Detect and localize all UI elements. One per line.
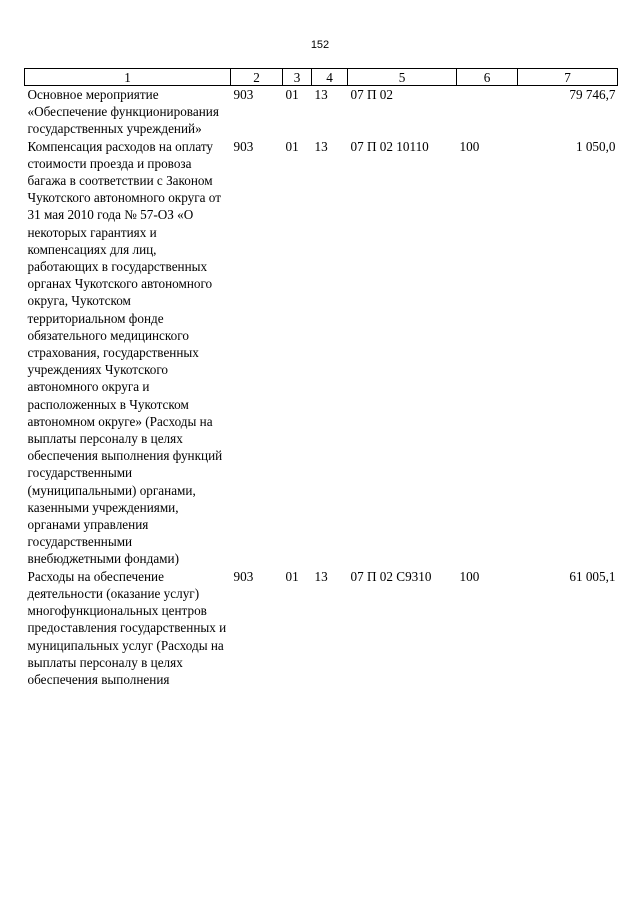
row-amount: 79 746,7 [569, 87, 616, 102]
header-col-3: 3 [283, 69, 312, 86]
row-expense-type [457, 86, 518, 138]
row-target-code: 07 П 02 [350, 87, 393, 102]
row-section: 01 [285, 568, 299, 584]
row-name: Компенсация расходов на оплату стоимости проезда и провоза багажа в соответствии с Законом Чукотского автономного округа от 31 мая 2010 года № 57-ОЗ «О некоторых гарантиях и компенсациях для лиц, работающих в государственных органах Чукотского автономного округа, Чукотском территориальном фонде обязательного медицинского страхования, государственных учреждениях Чукотского автономного округа и расположенных в Чукотском автономном округе» (Расходы на выплаты персоналу в целях обеспечения выполнения функций государственными (муниципальными) органами, казенными учреждениями, органами управления государственными внебюджетными фондами) [27, 138, 223, 567]
header-col-1: 1 [25, 69, 231, 86]
table-row [25, 86, 618, 138]
row-target-code: 07 П 02 С9310 [350, 568, 432, 584]
table-header-row [25, 69, 618, 86]
header-col-5: 5 [348, 69, 457, 86]
row-section: 01 [285, 87, 299, 102]
row-expense-type: 100 [459, 568, 480, 584]
page-number: 152 [310, 39, 330, 51]
row-name: Расходы на обеспечение деятельности (оказание услуг) многофункциональных центров предоставления государственных и муниципальных услуг (Расходы на выплаты персоналу в целях обеспечения выполнения [27, 568, 227, 687]
row-amount: 61 005,1 [569, 568, 616, 584]
row-subsection: 13 [314, 138, 328, 154]
row-expense-type: 100 [459, 138, 480, 154]
row-name: Основное мероприятие «Обеспечение функционирования государственных учреждений» [27, 87, 219, 137]
row-subsection: 13 [314, 87, 328, 102]
budget-table [24, 68, 618, 688]
header-col-4: 4 [312, 69, 348, 86]
row-admin-code: 903 [233, 568, 254, 584]
row-amount: 1 050,0 [575, 138, 616, 154]
header-col-6: 6 [457, 69, 518, 86]
header-col-2: 2 [231, 69, 283, 86]
row-admin-code: 903 [233, 87, 254, 102]
row-subsection: 13 [314, 568, 328, 584]
table-row [25, 568, 618, 688]
table-row [25, 138, 618, 568]
row-admin-code: 903 [233, 138, 254, 154]
header-col-7: 7 [518, 69, 618, 86]
row-section: 01 [285, 138, 299, 154]
row-target-code: 07 П 02 10110 [350, 138, 429, 154]
